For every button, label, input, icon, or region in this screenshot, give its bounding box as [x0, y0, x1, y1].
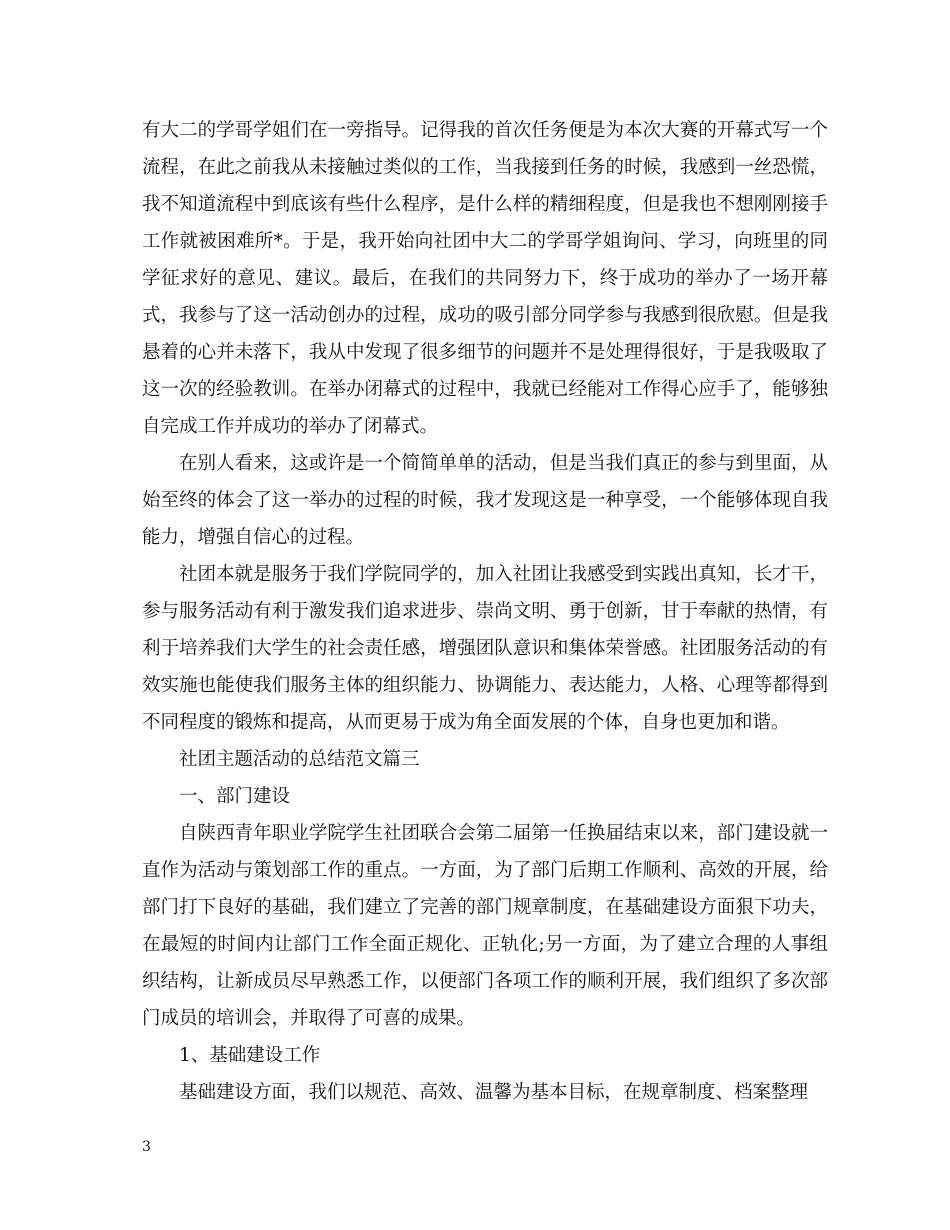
paragraph-3: 社团本就是服务于我们学院同学的，加入社团让我感受到实践出真知，长才干，参与服务活动有利于激发我们追求进步、崇尚文明、勇于创新，甘于奉献的热情，有利于培养我们大学生的社会责任感，增强团队意识和集体荣誉感。社团服务活动的有效实施也能使我们服务主体的组织能力、协调能力、表达能力，人格、心理等都得到不同程度的锻炼和提高，从而更易于成为角全面发展的个体，自身也更加和谐。 — [142, 564, 828, 733]
document-body — [142, 112, 828, 1111]
paragraph-1: 有大二的学哥学姐们在一旁指导。记得我的首次任务便是为本次大赛的开幕式写一个流程，在此之前我从未接触过类似的工作，当我接到任务的时候，我感到一丝恐慌，我不知道流程中到底该有些什么程序，是什么样的精细程度，但是我也不想刚刚接手工作就被困难所*。于是，我开始向社团中大二的学哥学姐询问、学习，向班里的同学征求好的意见、建议。最后，在我们的共同努力下，终于成功的举办了一场开幕式，我参与了这一活动创办的过程，成功的吸引部分同学参与我感到很欣慰。但是我悬着的心并未落下，我从中发现了很多细节的问题并不是处理得很好，于是我吸取了这一次的经验教训。在举办闭幕式的过程中，我就已经能对工作得心应手了，能够独自完成工作并成功的举办了闭幕式。 — [142, 120, 828, 437]
paragraph-4: 自陕西青年职业学院学生社团联合会第二届第一任换届结束以来，部门建设就一直作为活动与策划部工作的重点。一方面，为了部门后期工作顺利、高效的开展，给部门打下良好的基础，我们建立了完善的部门规章制度，在基础建设方面狠下功夫，在最短的时间内让部门工作全面正规化、正轨化;另一方面，为了建立合理的人事组织结构，让新成员尽早熟悉工作，以便部门各项工作的顺利开展，我们组织了多次部门成员的培训会，并取得了可喜的成果。 — [142, 823, 828, 1029]
heading-basic-construction: 1、基础建设工作 — [179, 1045, 321, 1066]
paragraph-2: 在别人看来，这或许是一个简简单单的活动，但是当我们真正的参与到里面，从始至终的体会了这一举办的过程的时候，我才发现这是一种享受，一个能够体现自我能力，增强自信心的过程。 — [142, 453, 828, 548]
paragraph-5: 基础建设方面，我们以规范、高效、温馨为基本目标，在规章制度、档案整理 — [179, 1082, 809, 1103]
section-title: 社团主题活动的总结范文篇三 — [179, 749, 420, 770]
page-number: 3 — [142, 1139, 151, 1155]
heading-department-construction: 一、部门建设 — [179, 786, 291, 807]
